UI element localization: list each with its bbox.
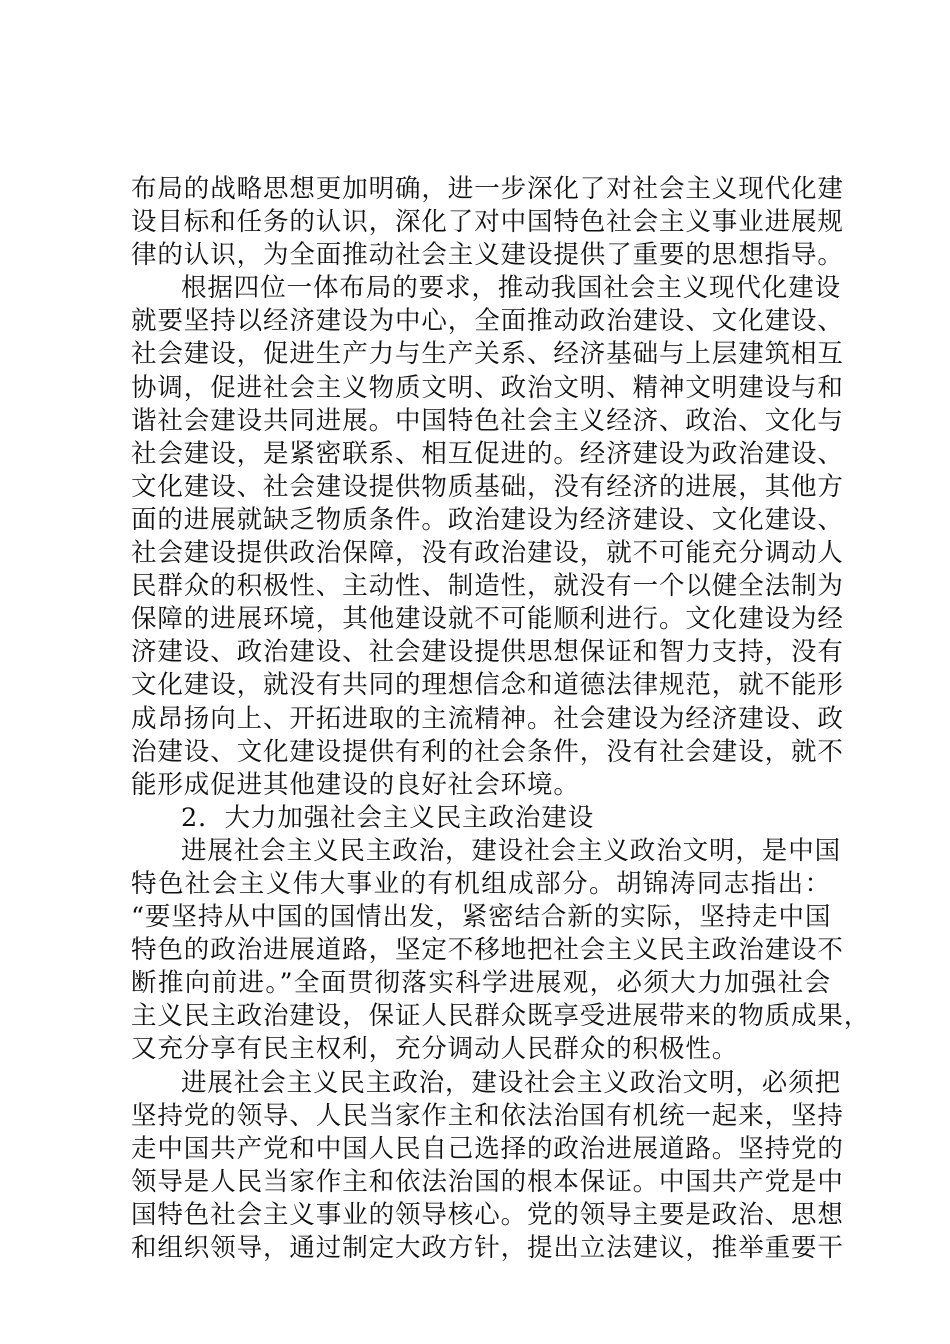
document-body — [131, 173, 871, 1265]
paragraph — [131, 835, 871, 1067]
text-line: “要坚持从中国的国情出发，紧密结合新的实际，坚持走中国 — [131, 902, 832, 933]
text-line: 主义民主政治建设，保证人民群众既享受进展带来的物质成果， — [131, 1001, 871, 1032]
text-line: 又充分享有民主权利，充分调动人民群众的积极性。 — [131, 1034, 739, 1065]
text-line: 文化建设，就没有共同的理想信念和道德法律规范，就不能形 — [131, 670, 844, 701]
text-line: 国特色社会主义事业的领导核心。党的领导主要是政治、思想 — [131, 1199, 844, 1230]
text-line: 特色社会主义伟大事业的有机组成部分。胡锦涛同志指出： — [131, 868, 831, 899]
text-line: 进展社会主义民主政治，建设社会主义政治文明，是中国 — [181, 835, 842, 866]
text-line: 协调，促进社会主义物质文明、政治文明、精神文明建设与和 — [131, 372, 844, 403]
text-line: 民群众的积极性、主动性、制造性，就没有一个以健全法制为 — [131, 571, 844, 602]
text-line: 走中国共产党和中国人民自己选择的政治进展道路。坚持党的 — [131, 1133, 844, 1164]
text-line: 断推向前进。”全面贯彻落实科学进展观，必须大力加强社会 — [131, 968, 831, 999]
text-line: 谐社会建设共同进展。中国特色社会主义经济、政治、文化与 — [131, 405, 844, 436]
text-line: 坚持党的领导、人民当家作主和依法治国有机统一起来，坚持 — [131, 1100, 844, 1131]
text-line: 特色的政治进展道路，坚定不移地把社会主义民主政治建设不 — [131, 935, 844, 966]
text-line: 领导是人民当家作主和依法治国的根本保证。中国共产党是中 — [131, 1166, 844, 1197]
text-line: 成昂扬向上、开拓进取的主流精神。社会建设为经济建设、政 — [131, 703, 844, 734]
text-line: 治建设、文化建设提供有利的社会条件，没有社会建设，就不 — [131, 736, 844, 767]
heading-text: 2．大力加强社会主义民主政治建设 — [181, 802, 595, 833]
text-line: 律的认识，为全面推动社会主义建设提供了重要的思想指导。 — [131, 240, 844, 271]
text-line: 社会建设提供政治保障，没有政治建设，就不可能充分调动人 — [131, 538, 844, 569]
text-line: 面的进展就缺乏物质条件。政治建设为经济建设、文化建设、 — [131, 504, 844, 535]
text-line: 进展社会主义民主政治，建设社会主义政治文明，必须把 — [181, 1067, 842, 1098]
text-line: 和组织领导，通过制定大政方针，提出立法建议，推举重要干 — [131, 1233, 844, 1263]
text-line: 能形成促进其他建设的良好社会环境。 — [131, 769, 580, 800]
text-line: 就要坚持以经济建设为中心，全面推动政治建设、文化建设、 — [131, 306, 844, 337]
section-heading — [131, 802, 831, 835]
text-line: 保障的进展环境，其他建设就不可能顺利进行。文化建设为经 — [131, 604, 844, 635]
paragraph — [131, 272, 844, 802]
text-line: 根据四位一体布局的要求，推动我国社会主义现代化建设 — [181, 273, 842, 304]
text-line: 济建设、政治建设、社会建设提供思想保证和智力支持，没有 — [131, 637, 844, 668]
text-line: 社会建设，促进生产力与生产关系、经济基础与上层建筑相互 — [131, 339, 844, 370]
text-line: 布局的战略思想更加明确，进一步深化了对社会主义现代化建 — [131, 174, 844, 204]
paragraph — [131, 173, 844, 272]
text-line: 设目标和任务的认识，深化了对中国特色社会主义事业进展规 — [131, 207, 844, 238]
text-line: 社会建设，是紧密联系、相互促进的。经济建设为政治建设、 — [131, 438, 844, 469]
text-line: 文化建设、社会建设提供物质基础，没有经济的进展，其他方 — [131, 471, 844, 502]
paragraph — [131, 1067, 844, 1266]
